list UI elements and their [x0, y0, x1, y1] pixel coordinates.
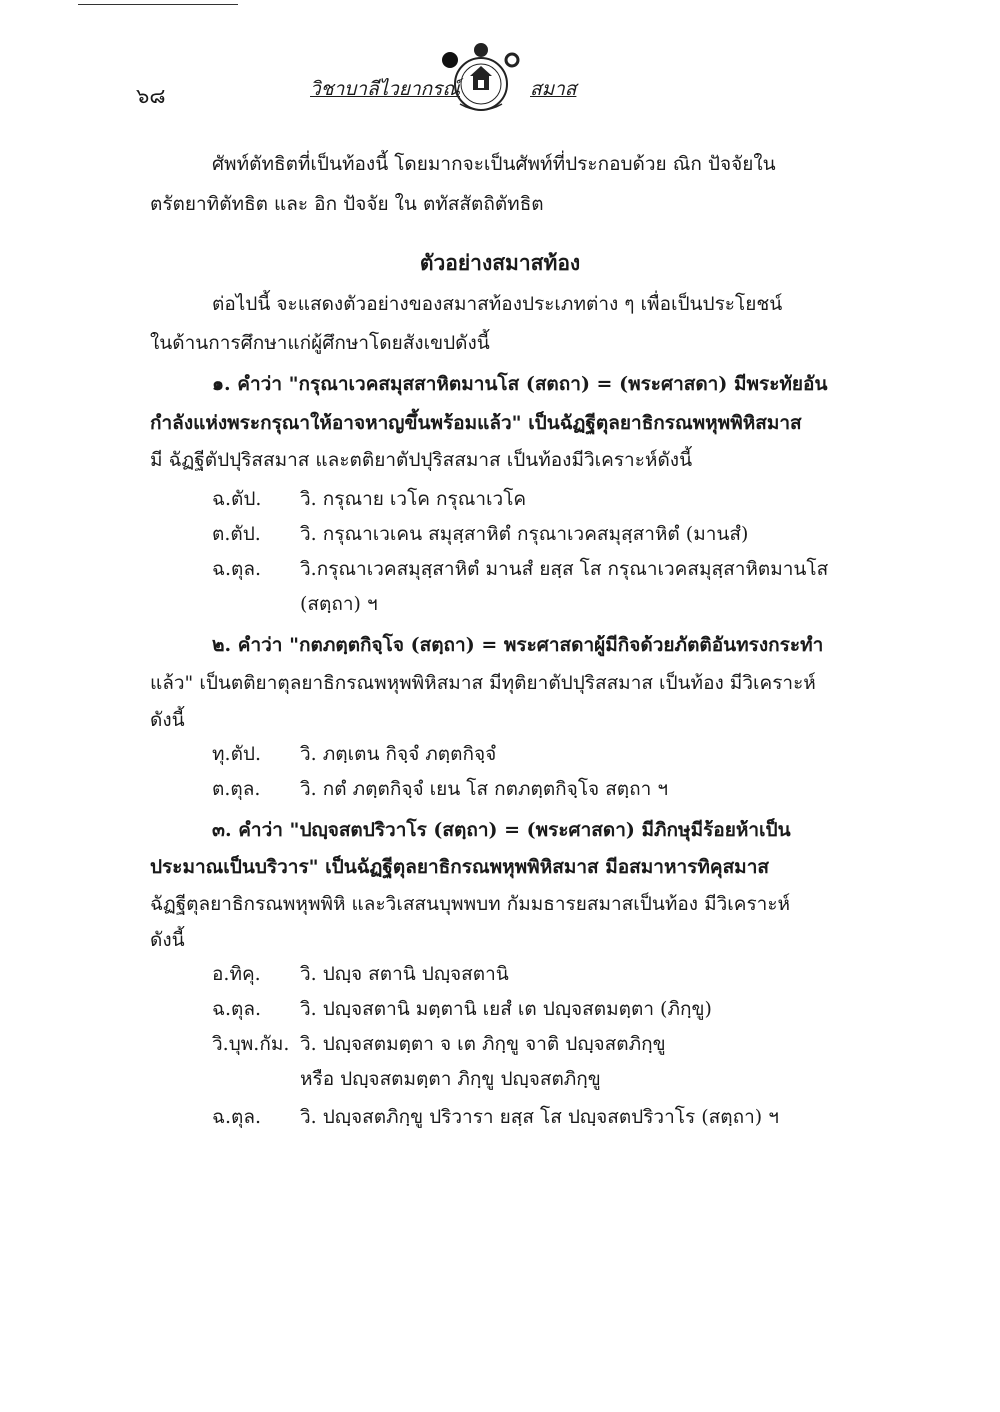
example-3-line-2: ประมาณเป็นบริวาร" เป็นฉัฏฐีตุลยาธิกรณพหุพพิหิสมาส มีอสมาหารทิคุสมาส: [150, 856, 769, 878]
example-3-or-line: หรือ ปญฺจสตมตฺตา ภิกฺขู ปญฺจสตภิกฺขู: [300, 1068, 601, 1090]
example-2-row-label: ทุ.ตัป.: [212, 743, 262, 765]
example-1-line-2: กำลังแห่งพระกรุณาให้อาจหาญขึ้นพร้อมแล้ว" เป็นฉัฏฐีตุลยาธิกรณพหุพพิหิสมาส: [150, 412, 802, 434]
example-1-row-label: ฉ.ตัป.: [212, 488, 262, 510]
header-chapter-title: สมาส: [530, 78, 577, 100]
example-3-line-3: ฉัฏฐีตุลยาธิกรณพหุพพิหิ และวิเสสนบุพพบท กัมมธารยสมาสเป็นท้อง มีวิเคราะห์: [150, 893, 791, 915]
example-2-line-1: ๒. คำว่า "กตภตฺตกิจฺโจ (สตฺถา) = พระศาสดาผู้มีกิจด้วยภัตติอันทรงกระทำ: [212, 634, 824, 656]
top-rule: [78, 4, 238, 5]
lead-line-1: ต่อไปนี้ จะแสดงตัวอย่างของสมาสท้องประเภทต่าง ๆ เพื่อเป็นประโยชน์: [212, 293, 783, 315]
example-1-row-label: ฉ.ตุล.: [212, 558, 262, 580]
example-1-line-1: ๑. คำว่า "กรุณาเวคสมุสสาหิตมานโส (สตถา) = (พระศาสดา) มีพระทัยอัน: [212, 373, 828, 395]
example-3-row-label: อ.ทิคุ.: [212, 963, 261, 985]
example-3-row-label: วิ.บุพ.กัม.: [212, 1033, 290, 1055]
emblem-icon: [440, 38, 522, 120]
example-1-row-label: ต.ตัป.: [212, 523, 261, 545]
example-3-row-text: วิ. ปญฺจ สตานิ ปญฺจสตานิ: [300, 963, 509, 985]
example-1-continuation: (สตฺถา) ฯ: [300, 593, 378, 615]
example-3-final-label: ฉ.ตุล.: [212, 1106, 262, 1128]
page-number: ๖๘: [136, 84, 166, 108]
example-2-line-3: ดังนี้: [150, 709, 185, 731]
example-3-row-label: ฉ.ตุล.: [212, 998, 262, 1020]
example-3-row-text: วิ. ปญฺจสตานิ มตฺตานิ เยสํ เต ปญฺจสตมตฺตา (ภิกฺขู): [300, 998, 712, 1020]
intro-line-1: ศัพท์ตัทธิตที่เป็นท้องนี้ โดยมากจะเป็นศัพท์ที่ประกอบด้วย ณิก ปัจจัยใน: [212, 153, 776, 175]
example-1-row-text: วิ.กรุณาเวคสมุสฺสาหิตํ มานสํ ยสฺส โส กรุณาเวคสมุสฺสาหิตมานโส: [300, 558, 829, 580]
example-3-row-text: วิ. ปญฺจสตมตฺตา จ เต ภิกฺขู จาติ ปญฺจสตภิกฺขู: [300, 1033, 666, 1055]
header-book-title: วิชาบาลีไวยากรณ์: [310, 78, 460, 100]
example-3-final-text: วิ. ปญฺจสตภิกฺขู ปริวารา ยสฺส โส ปญฺจสตปริวาโร (สตฺถา) ฯ: [300, 1106, 779, 1128]
example-2-row-text: วิ. กตํ ภตฺตกิจฺจํ เยน โส กตภตฺตกิจฺโจ สตฺถา ฯ: [300, 778, 669, 800]
lead-line-2: ในด้านการศึกษาแก่ผู้ศึกษาโดยสังเขปดังนี้: [150, 332, 490, 354]
section-heading: ตัวอย่างสมาสท้อง: [419, 250, 581, 275]
intro-line-2: ตรัตยาทิตัทธิต และ อิก ปัจจัย ใน ตทัสสัตถิตัทธิต: [150, 193, 544, 215]
example-3-line-1: ๓. คำว่า "ปญฺจสตปริวาโร (สตฺถา) = (พระศาสดา) มีภิกษุมีร้อยห้าเป็น: [212, 819, 791, 841]
example-1-row-text: วิ. กรุณาเวเคน สมุสฺสาหิตํ กรุณาเวคสมุสฺสาหิตํ (มานสํ): [300, 523, 749, 545]
example-2-row-label: ต.ตุล.: [212, 778, 261, 800]
example-2-line-2: แล้ว" เป็นตติยาตุลยาธิกรณพหุพพิหิสมาส มีทุติยาตัปปุริสสมาส เป็นท้อง มีวิเคราะห์: [150, 672, 816, 694]
example-1-line-3: มี ฉัฏฐีตัปปุริสสมาส และตติยาตัปปุริสสมาส เป็นท้องมีวิเคราะห์ดังนี้: [150, 449, 693, 471]
example-2-row-text: วิ. ภตฺเตน กิจฺจํ ภตฺตกิจฺจํ: [300, 743, 497, 765]
example-3-line-4: ดังนี้: [150, 929, 185, 951]
example-1-row-text: วิ. กรุณาย เวโค กรุณาเวโค: [300, 488, 527, 510]
